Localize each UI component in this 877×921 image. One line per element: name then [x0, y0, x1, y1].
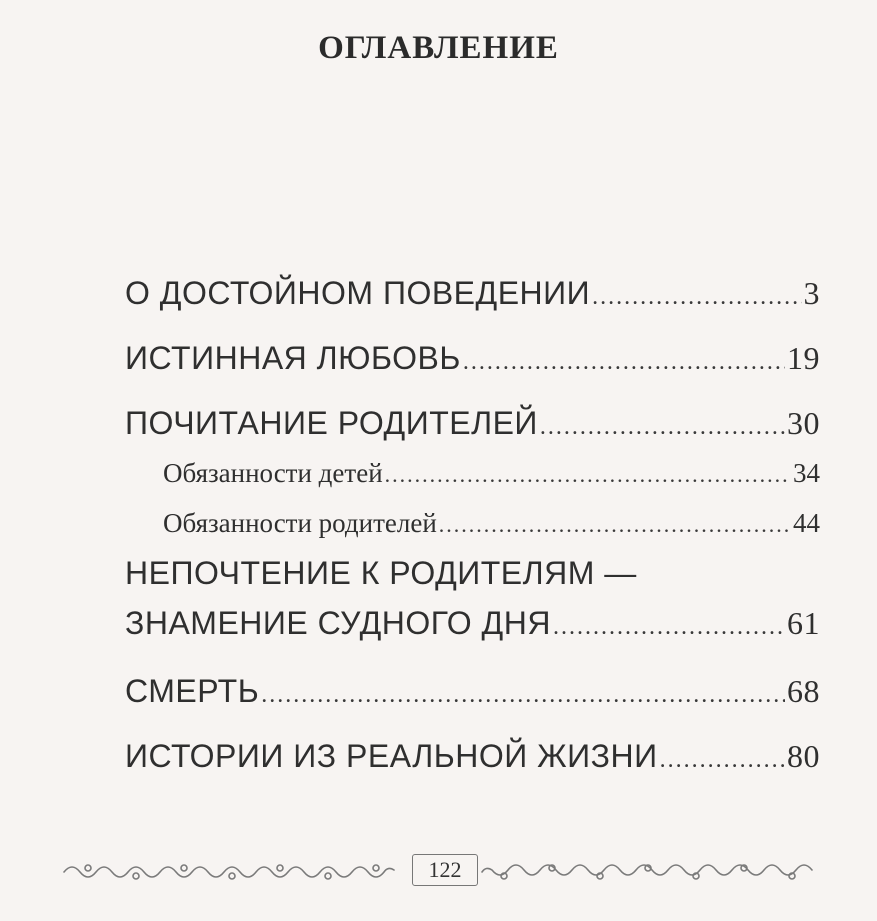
toc-entry-page: 61: [787, 605, 820, 641]
page-title: ОГЛАВЛЕНИЕ: [318, 30, 559, 66]
dot-leader: [553, 614, 785, 641]
toc-entry-label: Обязанности родителей: [163, 508, 437, 538]
page-number: 122: [412, 854, 478, 886]
toc-entry-label: О ДОСТОЙНОМ ПОВЕДЕНИИ: [125, 275, 591, 311]
toc-entry-page: 34: [793, 458, 820, 488]
dot-leader: [540, 414, 785, 441]
toc-entry[interactable]: [125, 405, 820, 442]
dot-leader: [463, 349, 785, 376]
toc-entry-label: Обязанности детей: [163, 458, 383, 488]
dot-leader: [261, 682, 785, 709]
dot-leader: [385, 462, 791, 488]
dot-leader: [439, 512, 791, 538]
toc-entry[interactable]: [125, 275, 820, 312]
toc-entry-label: ИСТИННАЯ ЛЮБОВЬ: [125, 340, 461, 376]
toc-entry-label: ЗНАМЕНИЕ СУДНОГО ДНЯ: [125, 605, 551, 641]
toc-entry[interactable]: [125, 673, 820, 710]
toc-entry[interactable]: [125, 605, 820, 642]
toc-entry[interactable]: [125, 340, 820, 377]
toc-entry-label: ПОЧИТАНИЕ РОДИТЕЛЕЙ: [125, 405, 538, 441]
toc-entry-page: 30: [787, 405, 820, 441]
dot-leader: [592, 284, 801, 311]
toc-entry-page: 80: [787, 738, 820, 774]
toc-subentry[interactable]: [125, 458, 820, 489]
toc-entry-label: ИСТОРИИ ИЗ РЕАЛЬНОЙ ЖИЗНИ: [125, 738, 658, 774]
toc-entry-first-line[interactable]: НЕПОЧТЕНИЕ К РОДИТЕЛЯМ —: [125, 555, 637, 591]
toc-subentry[interactable]: [125, 508, 820, 539]
toc-entry-label: СМЕРТЬ: [125, 673, 260, 709]
page-footer: [60, 848, 820, 898]
scroll-flourish-icon: [478, 860, 820, 884]
toc-entry-page: 19: [787, 340, 820, 376]
toc-entry-page: 3: [803, 275, 820, 311]
dot-leader: [660, 747, 785, 774]
toc-entry[interactable]: [125, 738, 820, 775]
toc-entry-page: 68: [787, 673, 820, 709]
toc-entry-page: 44: [793, 508, 820, 538]
scroll-flourish-icon: [60, 860, 402, 884]
